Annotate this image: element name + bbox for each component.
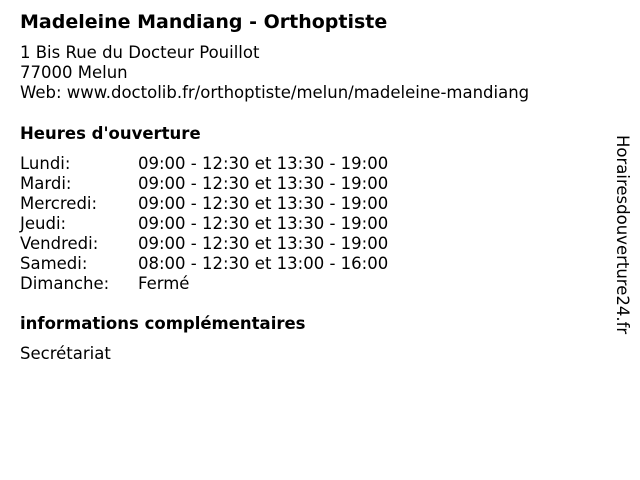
day-label: Samedi:: [20, 254, 88, 273]
opening-hours-heading: Heures d'ouverture: [20, 124, 201, 143]
day-label: Lundi:: [20, 154, 71, 173]
time-value: 09:00 - 12:30 et 13:30 - 19:00: [138, 174, 389, 193]
address-block: [20, 43, 529, 103]
hours-row-monday: [20, 154, 440, 174]
hours-row-wednesday: [20, 194, 440, 214]
time-value: 08:00 - 12:30 et 13:00 - 16:00: [138, 254, 389, 273]
time-value: 09:00 - 12:30 et 13:30 - 19:00: [138, 234, 389, 253]
hours-row-sunday: [20, 274, 440, 294]
opening-hours-list: [20, 154, 440, 294]
time-value: Fermé: [138, 274, 190, 293]
site-watermark: Horairesdouverture24.fr: [613, 135, 632, 335]
time-value: 09:00 - 12:30 et 13:30 - 19:00: [138, 194, 389, 213]
hours-row-thursday: [20, 214, 440, 234]
additional-info-text: Secrétariat: [20, 344, 111, 363]
hours-row-tuesday: [20, 174, 440, 194]
day-label: Mardi:: [20, 174, 72, 193]
day-label: Vendredi:: [20, 234, 99, 253]
address-city: 77000 Melun: [20, 63, 128, 82]
address-web[interactable]: Web: www.doctolib.fr/orthoptiste/melun/madeleine-mandiang: [20, 83, 530, 102]
address-street: 1 Bis Rue du Docteur Pouillot: [20, 43, 260, 62]
page-title: Madeleine Mandiang - Orthoptiste: [20, 11, 388, 33]
day-label: Jeudi:: [20, 214, 67, 233]
day-label: Dimanche:: [20, 274, 110, 293]
additional-info-heading: informations complémentaires: [20, 314, 306, 333]
time-value: 09:00 - 12:30 et 13:30 - 19:00: [138, 214, 389, 233]
day-label: Mercredi:: [20, 194, 98, 213]
hours-row-saturday: [20, 254, 440, 274]
time-value: 09:00 - 12:30 et 13:30 - 19:00: [138, 154, 389, 173]
hours-row-friday: [20, 234, 440, 254]
